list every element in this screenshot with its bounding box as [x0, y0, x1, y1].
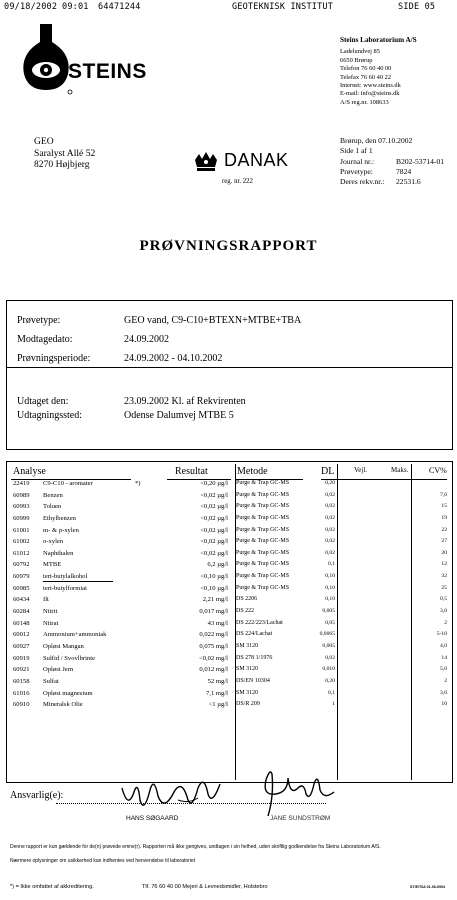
recipient-address — [34, 136, 95, 171]
table-row: 60910 Mineralsk Olie <1 µg/l DS/R 209 1 10 — [13, 701, 447, 709]
signature-2-icon — [258, 766, 338, 820]
lab-line: 6650 Brørup — [340, 56, 373, 64]
table-row: 60792 MTBE 6,2 µg/l Purge & Trap GC-MS 0,1 12 — [13, 561, 447, 569]
sampled-value: 23.09.2002 Kl. af Rekvirenten — [124, 396, 246, 407]
table-rows — [7, 478, 452, 711]
table-row: 60919 Sulfid / Svovlbrinte <0,02 mg/l DS 278 1/1976 0,02 14 — [13, 654, 447, 662]
header-result: Resultat — [175, 466, 208, 477]
journal-value: B202-53714-01 — [396, 156, 445, 166]
signatory-1-name: HANS SØGAARD — [126, 815, 179, 822]
requisition-label: Deres rekv.nr.: — [340, 177, 385, 187]
fax-time: 09:01 — [62, 2, 89, 12]
table-row: 60148 Nitrat 43 mg/l DS 222/223/Lachat 0,05 2 — [13, 619, 447, 627]
sampling-site-value: Odense Dalumvej MTBE 5 — [124, 410, 234, 421]
recipient-line: 8270 Højbjerg — [34, 159, 90, 171]
recipient-line: Saralyst Allé 52 — [34, 147, 96, 159]
lab-line: Internet: www.steins.dk — [340, 82, 401, 90]
table-row: 60999 Ethylbenzen <0,02 µg/l Purge & Trap GC-MS 0,02 19 — [13, 514, 447, 522]
table-row: 22419 C9-C10 - aromater *) <0,20 µg/l Purge & Trap GC-MS 0,20 — [13, 480, 335, 487]
fax-sender: GEOTEKNISK INSTITUT — [232, 2, 334, 12]
danak-name: DANAK — [224, 150, 289, 170]
lab-line: Telefax 76 60 40 22 — [340, 73, 392, 81]
table-row: 60979 tert-butylalkohol <0,10 µg/l Purge & Trap GC-MS 0,10 32 — [13, 573, 447, 581]
results-table — [6, 461, 453, 783]
header-max: Maks. — [391, 466, 409, 474]
lab-line: A/S reg.nr. 108633 — [340, 98, 389, 106]
table-row: 61012 Naphthalen <0,02 µg/l Purge & Trap GC-MS 0,02 20 — [13, 549, 447, 557]
table-row: 60993 Toluen <0,02 µg/l Purge & Trap GC-MS 0,02 15 — [13, 503, 447, 511]
sampling-site-label: Udtagningssted: — [17, 410, 82, 421]
fax-header — [4, 2, 453, 14]
lab-line: Telefon 76 60 40 00 — [340, 65, 392, 73]
table-row: 60158 Sulfat 52 mg/l DS/EN 10304 0,20 2 — [13, 677, 447, 685]
table-row: 61016 Opløst magnesium 7,1 mg/l SM 3120 0,1 3,6 — [13, 689, 447, 697]
fax-date: 09/18/2002 — [4, 2, 58, 12]
footer-disclaimer: Denne rapport er kun gældende for de(n) prøvede emne(r). Rapporten må ikke gengives, undtagen i sin helhed, uden skriftlig godkendelse fra Steins Laboratorium A/S. — [10, 844, 381, 850]
header-analyse: Analyse — [13, 466, 46, 477]
provetype-label: Prøvetype: — [17, 315, 61, 326]
table-row: 60989 Benzen <0,02 µg/l Purge & Trap GC-MS 0,02 7,6 — [13, 491, 447, 499]
signature-1-icon — [118, 770, 224, 820]
lab-line: E-mail: info@steins.dk — [340, 90, 400, 98]
fax-page: SIDE 05 — [398, 2, 436, 12]
footer-contact: Tlf. 76 60 40 00 Mejeri & Levnedsmidler, Holstebro — [142, 884, 268, 890]
brand-name: STEINS — [68, 60, 147, 83]
provetype-value: GEO vand, C9-C10+BTEXN+MTBE+TBA — [124, 315, 302, 326]
header-guide: Vejl. — [354, 466, 368, 474]
lab-title: Steins Laboratorium A/S — [340, 36, 417, 44]
table-row: 60434 Ilt 2,21 mg/l DS 2206 0,10 0,5 — [13, 596, 447, 604]
journal-label: Journal nr.: — [340, 156, 375, 166]
header-cv: CV% — [429, 466, 447, 475]
danak-reg: reg. nr. 222 — [222, 178, 253, 185]
received-value: 24.09.2002 — [124, 334, 169, 345]
sample-type-label: Prøvetype: — [340, 166, 373, 176]
responsible-label: Ansvarlig(e): — [10, 790, 64, 801]
footer-code: ST/E/T6A 01-06-0904 — [410, 885, 446, 889]
table-row: 61002 o-xylen <0,02 µg/l Purge & Trap GC-MS 0,02 27 — [13, 538, 447, 546]
sampled-label: Udtaget den: — [17, 396, 69, 407]
report-date: Brørup, den 07.10.2002 — [340, 136, 413, 145]
crown-icon — [192, 150, 220, 174]
table-row: 60927 Opløst Mangan 0,075 mg/l SM 3120 0,005 4,0 — [13, 642, 447, 650]
page-title: PRØVNINGSRAPPORT — [139, 238, 318, 254]
recipient-line: GEO — [34, 136, 54, 147]
footer-accreditation-note: *) = Ikke omfattet af akkreditering. — [10, 884, 94, 890]
lab-address — [340, 36, 456, 107]
header-dl: DL — [321, 466, 335, 477]
fax-number: 64471244 — [98, 2, 141, 12]
info-divider — [7, 367, 452, 368]
table-row: 61001 m- & p-xylen <0,02 µg/l Purge & Trap GC-MS 0,02 22 — [13, 526, 447, 534]
footer-uncertainty: Nærmere oplysninger om usikkerhed kan indhentes ved henvendelse til laboratoriet — [10, 858, 196, 864]
report-meta — [340, 136, 456, 187]
test-period-value: 24.09.2002 - 04.10.2002 — [124, 353, 223, 364]
table-row: 60284 Nitrit 0,017 mg/l DS 222 0,005 3,0 — [13, 608, 447, 616]
table-row: 60012 Ammonium+ammoniak 0,022 mg/l DS 224/Lachat 0,0065 5-10 — [13, 631, 447, 639]
test-period-label: Prøvningsperiode: — [17, 353, 91, 364]
sample-info-box — [6, 300, 453, 450]
signatory-2-name: JANE SUNDSTRØM — [270, 815, 331, 822]
table-row: 60985 tert-butylformiat <0,10 µg/l Purge & Trap GC-MS 0,10 25 — [13, 584, 447, 592]
report-page: Side 1 af 1 — [340, 146, 373, 156]
lab-line: Ladelundvej 85 — [340, 48, 380, 56]
header-method: Metode — [237, 466, 268, 477]
received-label: Modtagedato: — [17, 334, 73, 345]
requisition-value: 22531.6 — [396, 177, 421, 187]
table-row: 60921 Opløst Jern 0,012 mg/l SM 3120 0,010 5,0 — [13, 666, 447, 674]
sample-type-value: 7824 — [396, 166, 412, 176]
